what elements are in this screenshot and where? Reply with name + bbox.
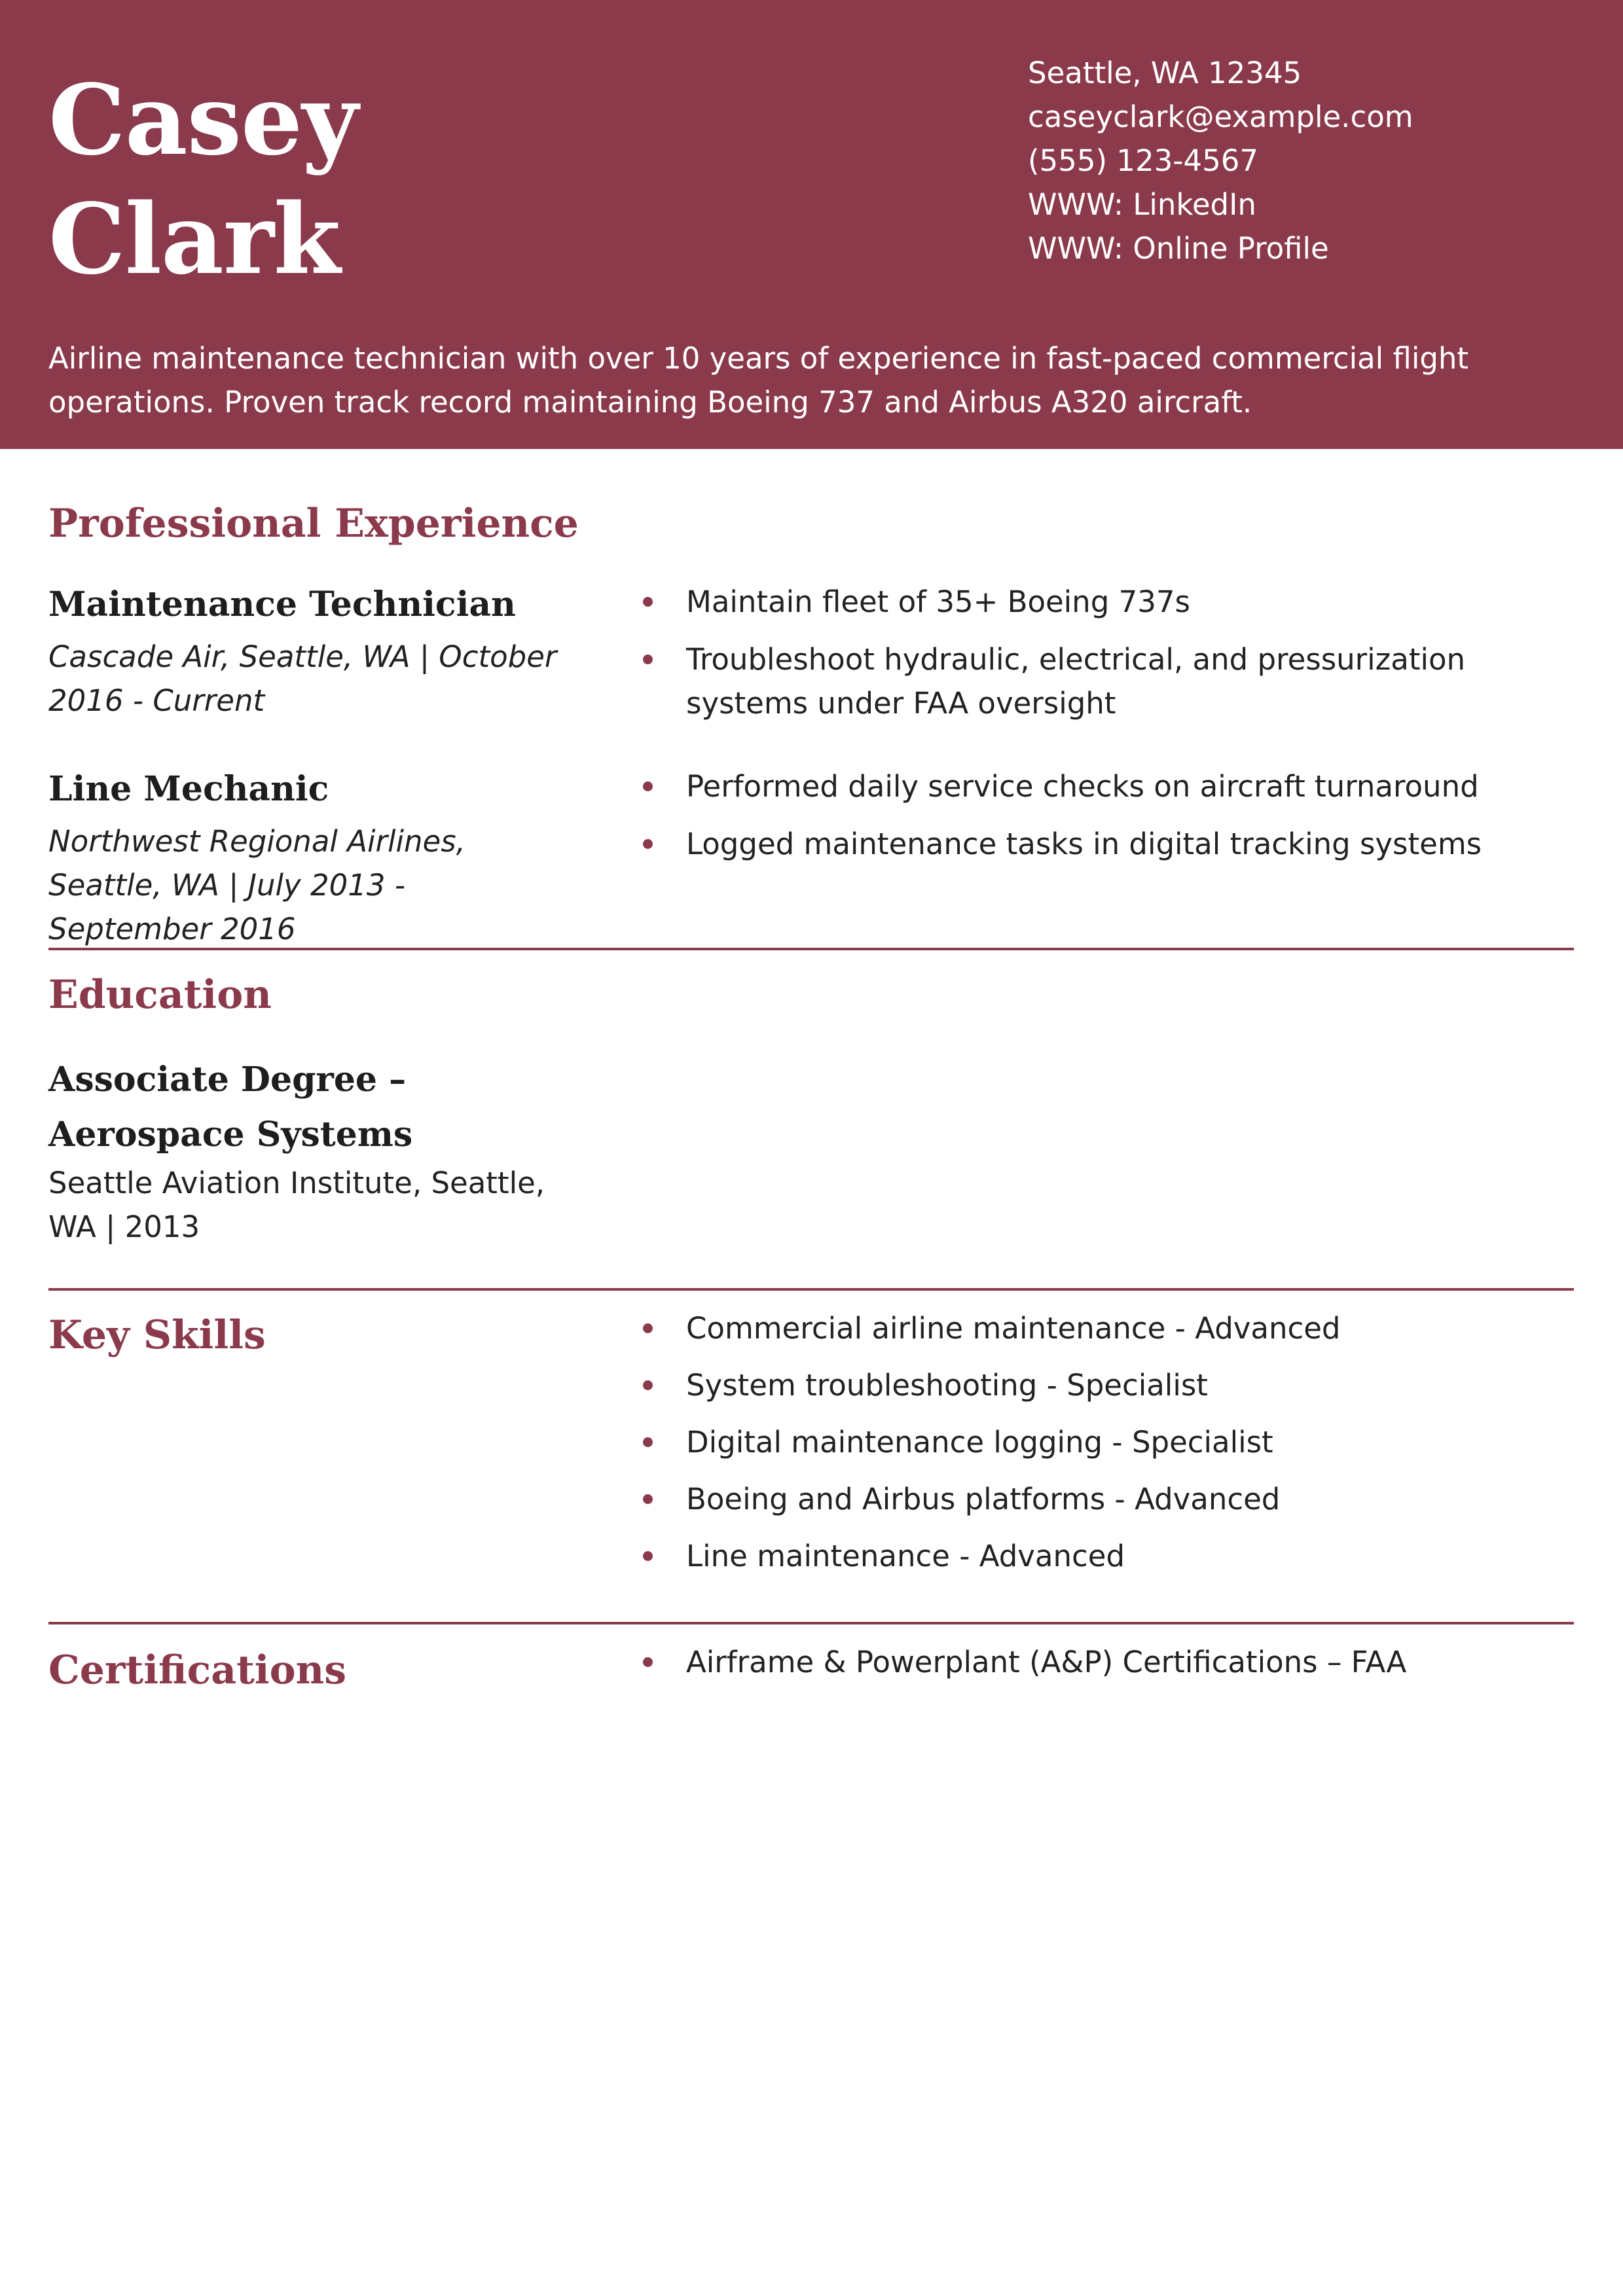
list-item [638,637,1567,725]
experience-section [48,497,1574,946]
skill-text: Commercial airline maintenance - Advanced [686,1311,1341,1346]
certification-text: Airframe & Powerplant (A&P) Certifications – FAA [686,1645,1407,1679]
list-item [638,1640,1567,1684]
bullet-icon [643,1323,653,1333]
contact-address: Seattle, WA 12345 [1028,56,1302,90]
certifications-list [638,1640,1567,1698]
skill-text: System troubleshooting - Specialist [686,1368,1208,1403]
section-divider [48,1622,1574,1624]
job-details: , Seattle, WA | July 2013 - September 2016 [48,824,465,946]
bullet-icon [643,781,653,791]
job-meta [48,635,559,723]
contact-online-profile: WWW: Online Profile [1028,231,1329,266]
job-company: Northwest Regional Airlines [48,824,456,859]
last-name: Clark [48,182,340,296]
bullet-text: Troubleshoot hydraulic, electrical, and pressurization systems under FAA oversight [686,642,1466,721]
certifications-heading: Certifications [48,1647,347,1693]
skills-heading: Key Skills [48,1312,266,1358]
bullet-text: Maintain fleet of 35+ Boeing 737s [686,584,1190,619]
resume-header [0,0,1623,449]
contact-linkedin: WWW: LinkedIn [1028,187,1256,222]
first-name: Casey [48,63,358,177]
list-item [638,580,1567,624]
skills-list [638,1306,1567,1591]
bullet-text: Performed daily service checks on aircraft turnaround [686,769,1479,804]
job-details: , Seattle, WA | October 2016 - Current [48,639,557,718]
bullet-icon [643,1437,653,1447]
bullet-icon [643,1657,653,1667]
education-section [48,969,1574,1257]
degree-title: Associate Degree – Aerospace Systems [48,1060,413,1155]
section-divider [48,948,1574,950]
experience-heading: Professional Experience [48,501,579,547]
skill-text: Boeing and Airbus platforms - Advanced [686,1482,1281,1516]
list-item [638,1534,1567,1578]
bullet-icon [643,1380,653,1390]
list-item [638,1306,1567,1350]
job-title: Maintenance Technician [48,584,516,624]
skills-section [48,1309,1574,1610]
list-item [638,764,1567,808]
professional-summary: Airline maintenance technician with over 10 years of experience in fast-paced commercial flight operations. Proven track record maintaining Boeing 737 and Airbus A320 aircraft. [48,341,1469,420]
job-title: Line Mechanic [48,769,329,809]
school-info: Seattle Aviation Institute, Seattle, WA | 2013 [48,1166,545,1244]
list-item [638,1363,1567,1407]
candidate-name [48,60,357,298]
bullet-icon [643,1494,653,1504]
job-bullets [638,580,1567,739]
list-item [638,1420,1567,1464]
skill-text: Digital maintenance logging - Specialist [686,1425,1273,1460]
job-meta [48,819,559,951]
bullet-icon [643,839,653,849]
contact-info [1028,51,1413,270]
bullet-icon [643,655,653,664]
bullet-text: Logged maintenance tasks in digital tracking systems [686,827,1482,861]
bullet-icon [643,597,653,607]
job-company: Cascade Air [48,639,221,674]
contact-email: caseyclark@example.com [1028,99,1413,134]
certifications-section [48,1644,1574,1775]
bullet-icon [643,1551,653,1561]
contact-phone: (555) 123-4567 [1028,143,1258,178]
list-item [638,1477,1567,1521]
section-divider [48,1288,1574,1291]
list-item [638,822,1567,866]
job-bullets [638,764,1567,880]
skill-text: Line maintenance - Advanced [686,1539,1125,1573]
education-heading: Education [48,972,272,1018]
